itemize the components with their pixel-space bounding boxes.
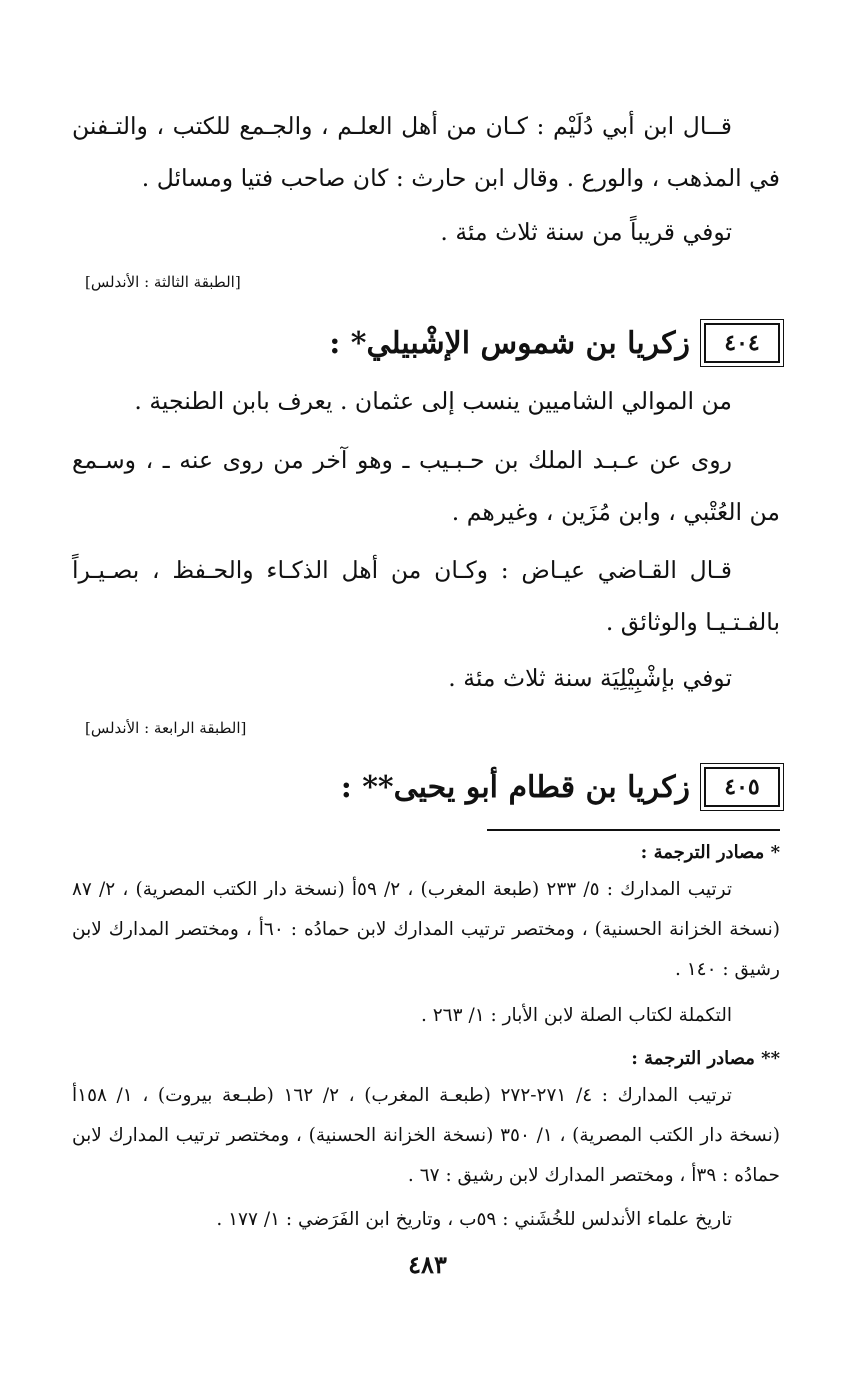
footnote-text: ترتيب المدارك : ٤/ ٢٧١-٢٧٢ (طبعـة المغرب) ، ٢/ ١٦٢ (طبـعة بيروت) ، ١/ ١٥٨أ (نسخة دار الكتب المصرية) ، ١/ ٣٥٠ (نسخة الخزانة الحسنية) ، ومختصر ترتيب المدارك لابن حمادُه : ٣٩أ ، ومختصر المدارك لابن رشيق : ٦٧ . [72,1085,780,1186]
entry-title: زكريا بن قطام أبو يحيى** : [340,769,690,805]
paragraph-narration: روى عن عـبـد الملك بن حـبـيب ـ وهو آخر من روى عنه ـ ، وسـمع من العُتْبي ، وابن مُزَين ، وغيرهم . [72,446,780,526]
footnote-text: ترتيب المدارك : ٥/ ٢٣٣ (طبعة المغرب) ، ٢/ ٥٩أ (نسخة دار الكتب المصرية) ، ٢/ ٨٧ (نسخة الخزانة الحسنية) ، ومختصر ترتيب المدارك لابن حمادُه : ٦٠أ ، ومختصر المدارك لابن رشيق : ١٤٠ . [72,879,780,980]
footnote-text: التكملة لكتاب الصلة لابن الأبار : ١/ ٢٦٣ . [420,1005,732,1026]
entry-title: زكريا بن شموس الإشْبيلي* : [329,325,690,361]
paragraph-death-year-1: توفي قريباً من سنة ثلاث مئة . [440,218,732,246]
footnote-separator [487,829,780,831]
tabaqa-tag-fourth: [الطبقة الرابعة : الأندلس] [85,719,247,737]
page-number: ٤٨٣ [408,1250,447,1279]
tabaqa-tag-third: [الطبقة الثالثة : الأندلس] [85,273,241,291]
paragraph-qadi-iyad: قـال القـاضي عيـاض : وكـان من أهل الذكـاء والحـفظ ، بصـيـراً بالفـتـيـا والوثائق . [72,556,780,636]
paragraph-origin: من الموالي الشاميين ينسب إلى عثمان . يعرف بابن الطنجية . [134,387,732,415]
paragraph-death-year-2: توفي بإشْبِيْلِيَة سنة ثلاث مئة . [448,664,732,692]
entry-number-box: ٤٠٥ [704,767,780,807]
entry-header-405 [341,762,780,812]
footnote-text: تاريخ علماء الأندلس للخُشَني : ٥٩ب ، وتاريخ ابن الفَرَضي : ١/ ١٧٧ . [216,1209,732,1230]
entry-header-404 [329,318,780,368]
entry-number-box: ٤٠٤ [704,323,780,363]
paragraph-ibn-abi-dulaym: قــال ابن أبي دُلَيْم : كـان من أهل العلـم ، والجـمع للكتب ، والتـفنن في المذهب ، والورع . وقال ابن حارث : كان صاحب فتيا ومسائل . [72,112,780,192]
footnote-heading-1: * مصادر الترجمة : [640,842,780,863]
footnote-heading-2: ** مصادر الترجمة : [631,1048,780,1069]
